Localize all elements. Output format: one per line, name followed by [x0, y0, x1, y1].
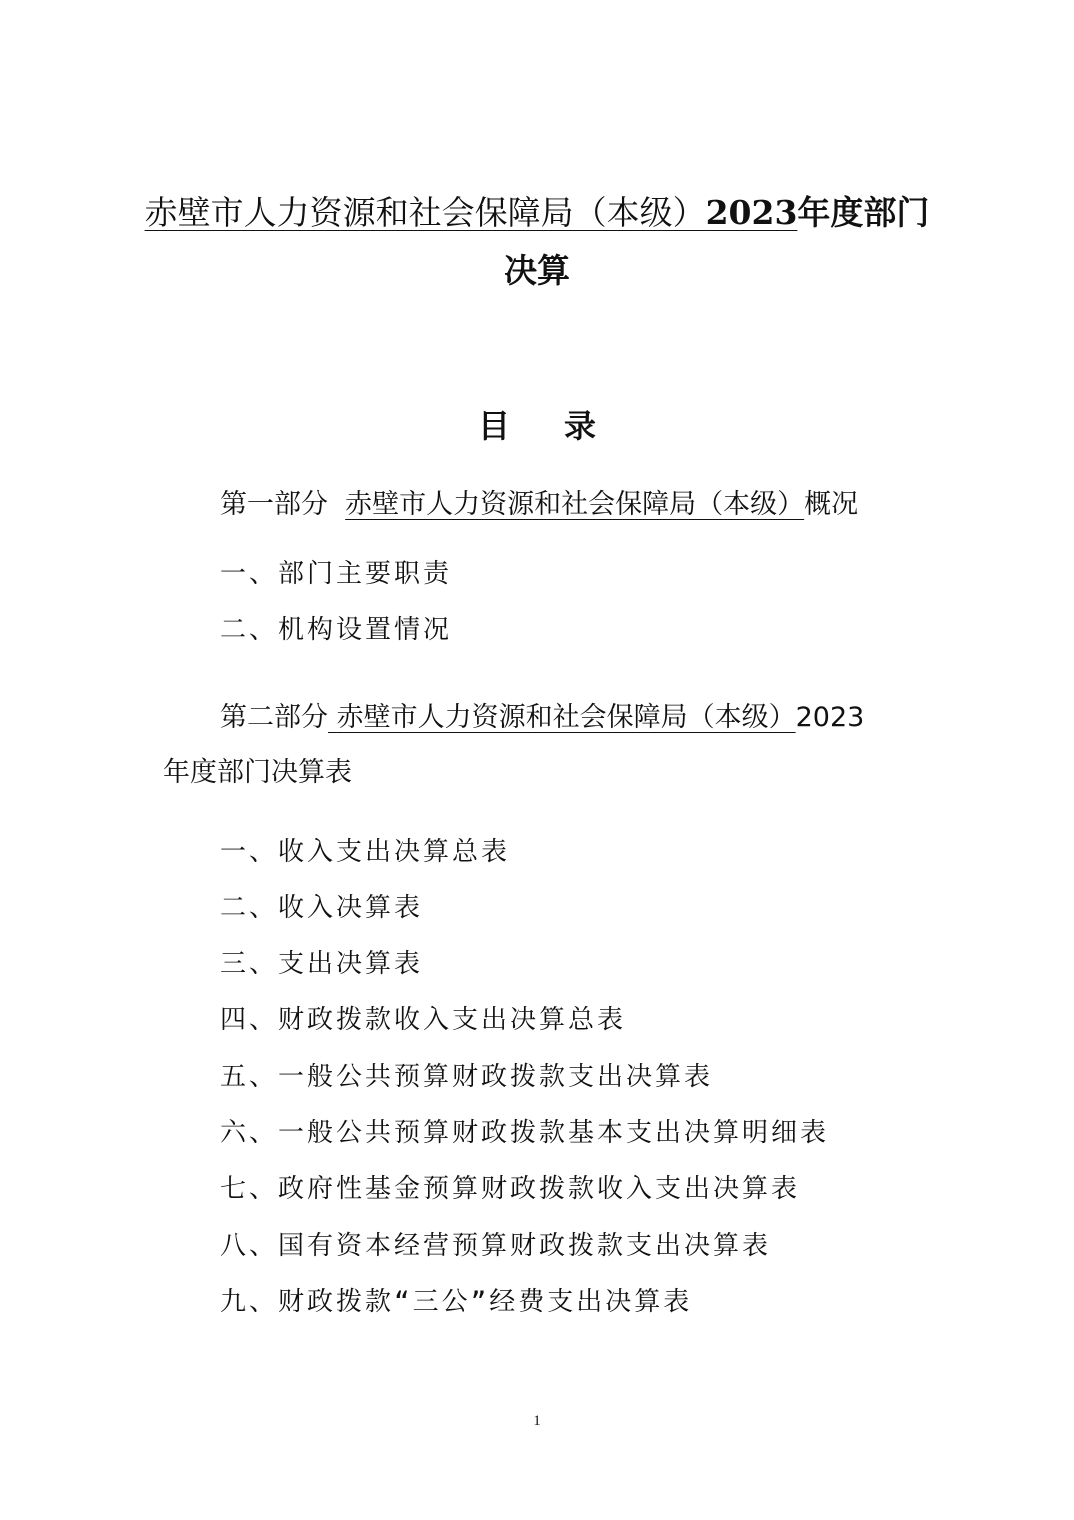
toc-item: 九、财政拨款“三公”经费支出决算表 [220, 1287, 693, 1317]
part1-heading [220, 487, 858, 523]
title-year: 2023 [705, 193, 798, 232]
part2-label: 第二部分 [220, 702, 328, 733]
part2-heading-continued: 年度部门决算表 [163, 757, 352, 788]
title-department-name: 赤壁市人力资源和社会保障局（本级） [144, 193, 706, 232]
part2-suffix-year: 2023 [795, 702, 865, 733]
toc-heading [0, 404, 1074, 448]
toc-heading-char2: 录 [564, 407, 597, 445]
toc-item: 四、财政拨款收入支出决算总表 [220, 1005, 627, 1035]
toc-item: 五、一般公共预算财政拨款支出决算表 [220, 1062, 714, 1092]
part1-suffix: 概况 [804, 489, 859, 520]
toc-item: 二、收入决算表 [220, 893, 424, 923]
part1-department-name: 赤壁市人力资源和社会保障局（本级） [345, 489, 805, 520]
part2-heading [220, 700, 864, 736]
part2-department-name: 赤壁市人力资源和社会保障局（本级） [336, 702, 796, 733]
toc-item: 八、国有资本经营预算财政拨款支出决算表 [220, 1231, 772, 1261]
toc-item: 一、收入支出决算总表 [220, 837, 511, 867]
page-number: 1 [533, 1413, 541, 1429]
toc-heading-char1: 目 [477, 407, 510, 445]
toc-item: 七、政府性基金预算财政拨款收入支出决算表 [220, 1174, 801, 1204]
toc-item: 六、一般公共预算财政拨款基本支出决算明细表 [220, 1118, 830, 1148]
document-title-line1 [100, 193, 974, 233]
document-title-line2: 决算 [504, 251, 570, 290]
title-suffix: 年度部门 [797, 193, 930, 232]
toc-item: 三、支出决算表 [220, 949, 424, 979]
part1-label: 第一部分 [220, 489, 328, 520]
toc-item: 一、部门主要职责 [220, 559, 453, 589]
toc-item: 二、机构设置情况 [220, 615, 453, 645]
